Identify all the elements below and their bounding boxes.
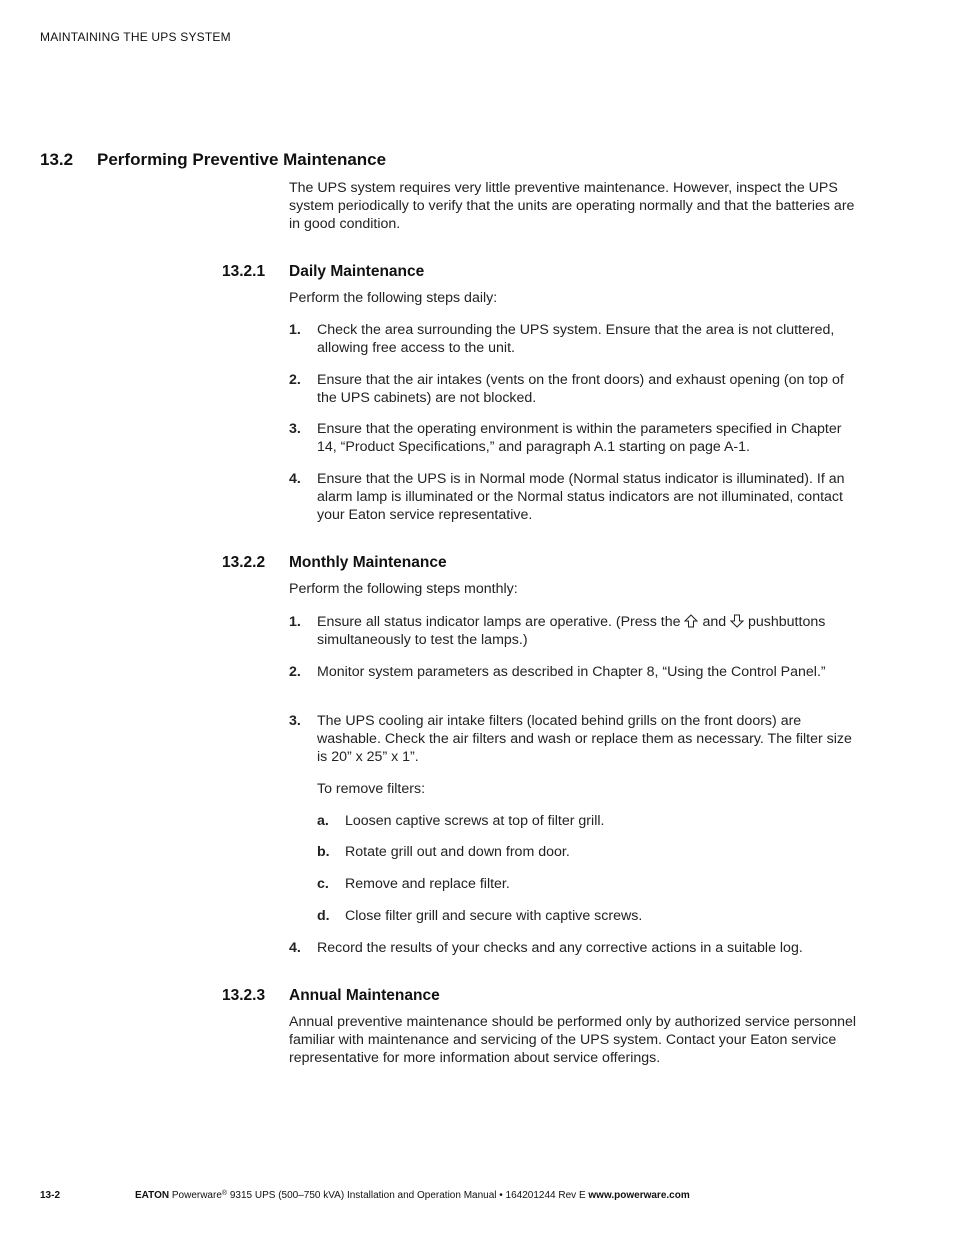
section-title: Performing Preventive Maintenance [97,150,387,169]
footer-reg-mark: ® [221,1190,228,1197]
step-text: The UPS cooling air intake filters (located behind grills on the front doors) are washable. Check the air filters and wash or replace them as necessary. The filter size is 20” x 25” x 1”. [317,713,852,766]
daily-intro: Perform the following steps daily: [289,290,498,306]
step-text: Monitor system parameters as described in Chapter 8, “Using the Control Panel.” [317,664,826,680]
annual-number: 13.2.3 [222,987,266,1004]
daily-step [289,470,859,525]
step-text [317,613,859,649]
down-arrow-icon [730,614,744,628]
step-text: Ensure that the operating environment is within the parameters specified in Chapter 14, “Product Specifications,” and paragraph A.1 starting on page A-1. [317,421,842,456]
step-number: 1. [289,614,301,630]
step-number: 1. [289,322,301,338]
monthly-intro: Perform the following steps monthly: [289,581,518,597]
substep-letter: c. [317,876,329,892]
step-text-before: Ensure all status indicator lamps are operative. (Press the [317,614,681,630]
remove-filters-intro: To remove filters: [317,781,426,797]
monthly-step [289,939,859,957]
section-heading [40,150,386,170]
section-intro: The UPS system requires very little preventive maintenance. However, inspect the UPS system periodically to verify that the units are operating normally and that the batteries are in good condition. [289,180,855,233]
substep-letter: b. [317,844,330,860]
substep-text: Close filter grill and secure with captive screws. [345,908,643,924]
step-number: 2. [289,664,301,680]
daily-title: Daily Maintenance [289,263,425,280]
page-number: 13-2 [40,1190,61,1201]
annual-heading [222,987,440,1005]
monthly-number: 13.2.2 [222,554,266,571]
substep [317,812,857,830]
daily-heading [222,263,424,281]
monthly-step [289,712,859,767]
step-text: Check the area surrounding the UPS system. Ensure that the area is not cluttered, allowing free access to the unit. [317,322,835,357]
substep-letter: a. [317,813,329,829]
step-text: Ensure that the air intakes (vents on the front doors) and exhaust opening (on top of the UPS cabinets) are not blocked. [317,372,844,407]
annual-text: Annual preventive maintenance should be performed only by authorized service personnel familiar with maintenance and servicing of the UPS system. Contact your Eaton service representative for more information about service offerings. [289,1014,857,1067]
step-text-middle: and [702,614,727,630]
substep-text: Remove and replace filter. [345,876,510,892]
substep [317,875,857,893]
daily-number: 13.2.1 [222,263,266,280]
step-number: 3. [289,421,301,437]
monthly-title: Monthly Maintenance [289,554,447,571]
footer-brand: EATON [135,1190,170,1201]
step-number: 4. [289,940,301,956]
daily-step [289,321,859,357]
step-number: 3. [289,713,301,729]
step-number: 4. [289,471,301,487]
step-text: Record the results of your checks and any corrective actions in a suitable log. [317,940,803,956]
substep-letter: d. [317,908,330,924]
daily-step [289,420,859,456]
substep [317,907,857,925]
step-text-after: pushbuttons simultaneously to test the lamps.) [317,614,826,649]
substep-text: Rotate grill out and down from door. [345,844,570,860]
footer-product: Powerware [171,1190,222,1201]
monthly-step [289,663,859,681]
annual-title: Annual Maintenance [289,987,440,1004]
running-head: MAINTAINING THE UPS SYSTEM [40,30,231,44]
substep-text: Loosen captive screws at top of filter grill. [345,813,605,829]
monthly-heading [222,554,447,572]
step-text: Ensure that the UPS is in Normal mode (Normal status indicator is illuminated). If an alarm lamp is illuminated or the Normal status indicators are not illuminated, contact your Eaton service representative. [317,471,845,524]
substep [317,843,857,861]
daily-step [289,371,859,407]
footer-info [135,1190,690,1201]
monthly-step [289,613,859,649]
footer-description: 9315 UPS (500–750 kVA) Installation and Operation Manual • 164201244 Rev E [229,1190,586,1201]
up-arrow-icon [684,614,698,628]
footer-website: www.powerware.com [588,1190,690,1201]
section-number: 13.2 [40,150,74,169]
step-number: 2. [289,372,301,388]
